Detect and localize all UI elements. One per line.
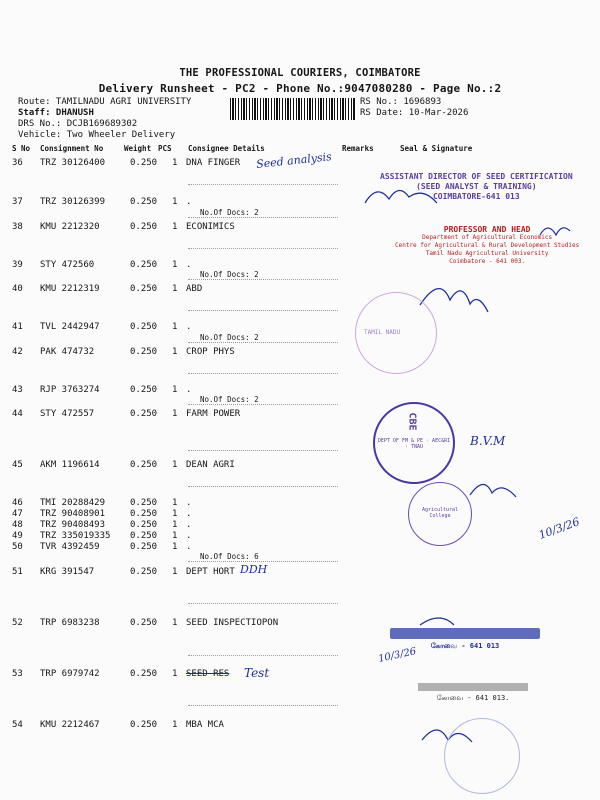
seed-research-stamp	[418, 683, 528, 703]
row-details: .	[186, 385, 192, 395]
row-sno: 38	[12, 222, 23, 232]
row-details: SEED INSPECTIOPON	[186, 618, 279, 628]
row-sno: 39	[12, 260, 23, 270]
row-weight: 0.250	[130, 158, 158, 168]
handwritten-date: 10/3/26	[537, 515, 582, 542]
row-details: ABD	[186, 284, 203, 294]
stamp-line: DEPT OF FM & PE · AEC&RI · TNAU	[377, 438, 451, 450]
col-sno: S No	[12, 144, 31, 153]
row-separator	[188, 486, 338, 487]
row-weight: 0.250	[130, 669, 158, 679]
row-weight: 0.250	[130, 509, 158, 519]
col-seal: Seal & Signature	[400, 144, 473, 153]
row-pcs: 1	[172, 498, 178, 508]
row-consignment: KRG 391547	[40, 567, 95, 577]
round-seal-stamp	[355, 292, 437, 374]
stamp-line: Coimbatore - 641 003.	[449, 258, 526, 265]
row-consignment: TVR 4392459	[40, 542, 100, 552]
row-sno: 47	[12, 509, 23, 519]
row-weight: 0.250	[130, 498, 158, 508]
seed-certification-stamp	[380, 172, 573, 202]
stamp-line: கோவை - 641 013	[430, 642, 500, 650]
row-details: SEED RES	[186, 669, 230, 679]
runsheet-subtitle: Delivery Runsheet - PC2 - Phone No.:9047080280 - Page No.:2	[98, 82, 502, 95]
row-consignment: TVL 2442947	[40, 322, 100, 332]
stamp-line: COIMBATORE-641 013	[432, 192, 520, 201]
row-weight: 0.250	[130, 197, 158, 207]
row-consignment: TRZ 30126399	[40, 197, 106, 207]
row-separator	[188, 603, 338, 604]
row-separator	[188, 310, 338, 311]
row-pcs: 1	[172, 409, 178, 419]
row-sno: 48	[12, 520, 23, 530]
stamp-line: CBE	[406, 412, 418, 431]
col-consignment: Consignment No	[40, 144, 104, 153]
row-consignment: TRZ 90408493	[40, 520, 106, 530]
col-pcs: PCS	[158, 144, 172, 153]
docs-count: No.Of Docs: 2	[200, 270, 259, 279]
row-consignment: PAK 474732	[40, 347, 95, 357]
row-details: .	[186, 197, 192, 207]
row-weight: 0.250	[130, 385, 158, 395]
row-pcs: 1	[172, 542, 178, 552]
row-sno: 41	[12, 322, 23, 332]
row-separator	[188, 561, 338, 562]
row-weight: 0.250	[130, 542, 158, 552]
row-weight: 0.250	[130, 460, 158, 470]
stamp-line: (SEED ANALYST & TRAINING)	[416, 182, 537, 191]
row-details: MBA MCA	[186, 720, 224, 730]
row-pcs: 1	[172, 284, 178, 294]
row-consignment: STY 472557	[40, 409, 95, 419]
row-sno: 42	[12, 347, 23, 357]
row-sno: 43	[12, 385, 23, 395]
stamp-tamil-line	[390, 628, 540, 639]
docs-count: No.Of Docs: 2	[200, 395, 259, 404]
row-consignment: TRP 6979742	[40, 669, 100, 679]
row-consignment: TRZ 30126400	[40, 158, 106, 168]
row-consignment: STY 472560	[40, 260, 95, 270]
route-label: Route: TAMILNADU AGRI UNIVERSITY	[18, 97, 192, 107]
row-pcs: 1	[172, 385, 178, 395]
row-pcs: 1	[172, 158, 178, 168]
stamp-line: Agricultural College	[421, 507, 459, 519]
row-weight: 0.250	[130, 284, 158, 294]
row-pcs: 1	[172, 197, 178, 207]
row-details: CROP PHYS	[186, 347, 235, 357]
stamp-line: TAMIL NADU	[364, 329, 401, 336]
row-weight: 0.250	[130, 409, 158, 419]
row-details: .	[186, 542, 192, 552]
row-weight: 0.250	[130, 322, 158, 332]
faded-round-seal	[444, 718, 520, 794]
signature-mark	[420, 618, 454, 625]
stamp-line: Department of Agricultural Economics	[422, 234, 553, 241]
row-pcs: 1	[172, 460, 178, 470]
row-pcs: 1	[172, 509, 178, 519]
row-separator	[188, 342, 338, 343]
row-sno: 51	[12, 567, 23, 577]
row-sno: 54	[12, 720, 23, 730]
handwritten-remark: DDH	[240, 563, 268, 576]
professor-stamp	[395, 226, 579, 266]
seed-inspection-stamp	[390, 628, 540, 652]
stamp-line: Tamil Nadu Agricultural University	[425, 250, 549, 257]
stamp-line: ASSISTANT DIRECTOR OF SEED CERTIFICATION	[380, 172, 573, 181]
row-details: DEPT HORT	[186, 567, 235, 577]
row-consignment: TRP 6983238	[40, 618, 100, 628]
row-weight: 0.250	[130, 520, 158, 530]
col-weight: Weight	[124, 144, 152, 153]
row-sno: 36	[12, 158, 23, 168]
row-pcs: 1	[172, 531, 178, 541]
row-separator	[188, 279, 338, 280]
handwritten-name: B.V.M	[470, 434, 506, 448]
row-details: DEAN AGRI	[186, 460, 235, 470]
rs-date: RS Date: 10-Mar-2026	[360, 108, 469, 118]
row-pcs: 1	[172, 260, 178, 270]
row-sno: 45	[12, 460, 23, 470]
row-pcs: 1	[172, 669, 178, 679]
row-weight: 0.250	[130, 222, 158, 232]
row-pcs: 1	[172, 720, 178, 730]
vehicle-label: Vehicle: Two Wheeler Delivery	[18, 130, 176, 140]
col-remarks: Remarks	[342, 144, 374, 153]
college-round-seal	[408, 482, 472, 546]
row-weight: 0.250	[130, 347, 158, 357]
row-weight: 0.250	[130, 567, 158, 577]
handwritten-date: 10/3/26	[377, 646, 418, 665]
row-consignment: RJP 3763274	[40, 385, 100, 395]
stamp-tamil-line	[418, 683, 528, 691]
stamp-line: கோவை - 641 013.	[436, 694, 510, 702]
signature-mark	[470, 484, 516, 497]
row-separator	[188, 404, 338, 405]
row-weight: 0.250	[130, 531, 158, 541]
row-sno: 37	[12, 197, 23, 207]
row-separator	[188, 655, 338, 656]
stamp-line: Centre for Agricultural & Rural Development Studies	[395, 242, 580, 249]
docs-count: No.Of Docs: 2	[200, 208, 259, 217]
col-details: Consignee Details	[188, 144, 265, 153]
row-consignment: TRZ 335019335	[40, 531, 111, 541]
row-separator	[188, 373, 338, 374]
row-separator	[188, 217, 338, 218]
row-details: .	[186, 531, 192, 541]
handwritten-remark: Seed analysis	[255, 150, 333, 171]
barcode	[230, 98, 356, 120]
row-pcs: 1	[172, 322, 178, 332]
row-details: DNA FINGER	[186, 158, 241, 168]
row-separator	[188, 705, 338, 706]
rs-number: RS No.: 1696893	[360, 97, 442, 107]
row-separator	[188, 184, 338, 185]
row-details: .	[186, 520, 192, 530]
drs-number: DRS No.: DCJB169689302	[18, 119, 138, 129]
row-weight: 0.250	[130, 720, 158, 730]
row-details: FARM POWER	[186, 409, 241, 419]
row-sno: 40	[12, 284, 23, 294]
row-details: .	[186, 322, 192, 332]
row-consignment: KMU 2212467	[40, 720, 100, 730]
staff-label: Staff: DHANUSH	[18, 108, 94, 118]
company-title: THE PROFESSIONAL COURIERS, COIMBATORE	[179, 67, 421, 79]
row-details: .	[186, 498, 192, 508]
row-consignment: TMI 20288429	[40, 498, 106, 508]
stamp-line: PROFESSOR AND HEAD	[443, 225, 531, 234]
row-details: .	[186, 509, 192, 519]
row-sno: 49	[12, 531, 23, 541]
row-consignment: AKM 1196614	[40, 460, 100, 470]
row-details: .	[186, 260, 192, 270]
row-pcs: 1	[172, 222, 178, 232]
row-separator	[188, 450, 338, 451]
row-pcs: 1	[172, 618, 178, 628]
row-consignment: TRZ 90408901	[40, 509, 106, 519]
row-weight: 0.250	[130, 618, 158, 628]
row-pcs: 1	[172, 567, 178, 577]
row-pcs: 1	[172, 347, 178, 357]
row-pcs: 1	[172, 520, 178, 530]
row-sno: 53	[12, 669, 23, 679]
row-sno: 50	[12, 542, 23, 552]
row-separator	[188, 248, 338, 249]
handwritten-remark: Test	[244, 666, 270, 680]
row-sno: 46	[12, 498, 23, 508]
row-consignment: KMU 2212320	[40, 222, 100, 232]
row-sno: 44	[12, 409, 23, 419]
row-details: ECONIMICS	[186, 222, 235, 232]
row-sno: 52	[12, 618, 23, 628]
signature-mark	[420, 289, 488, 312]
dept-round-seal	[373, 402, 455, 484]
row-weight: 0.250	[130, 260, 158, 270]
docs-count: No.Of Docs: 6	[200, 552, 259, 561]
docs-count: No.Of Docs: 2	[200, 333, 259, 342]
row-consignment: KMU 2212319	[40, 284, 100, 294]
